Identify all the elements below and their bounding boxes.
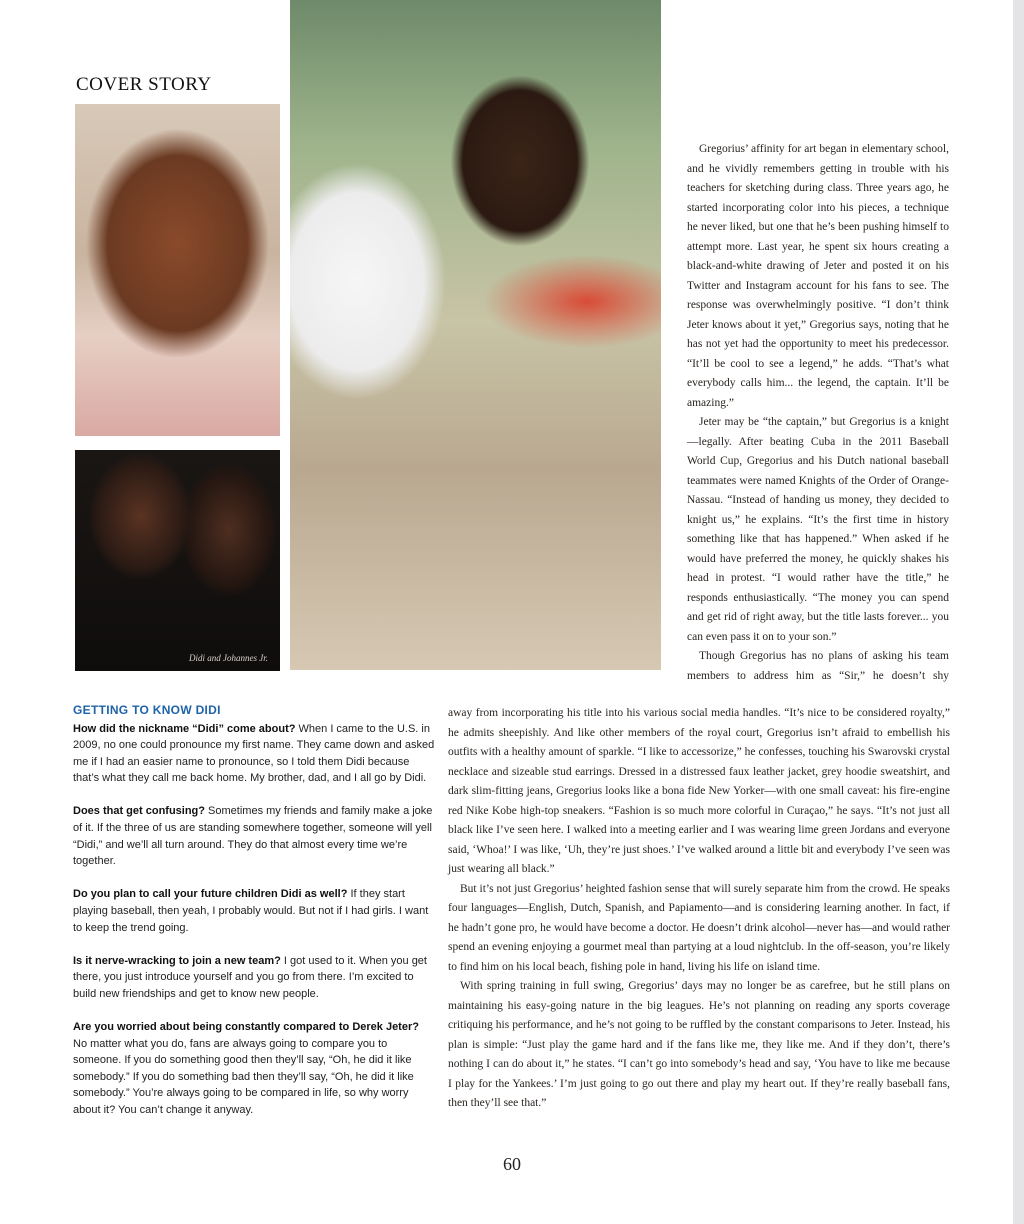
article-right-column bbox=[687, 140, 949, 686]
article-paragraph: But it’s not just Gregorius’ heighted fashion sense that will surely separate him from the crowd. He speaks four languages—English, Dutch, Spanish, and Papiamento—and is considering learning another. In fact, if he hadn’t gone pro, he would have become a doctor. He doesn’t drink alcohol—never has—and would rather spend an evening enjoying a gourmet meal than partying at a loud nightclub. In the off-season, you’re likely to find him on his local beach, fishing pole in hand, living his life on island time. bbox=[448, 882, 950, 973]
photo-caption: Didi and Johannes Jr. bbox=[189, 653, 268, 663]
sidebar-heading: GETTING TO KNOW DIDI bbox=[73, 703, 221, 717]
qa-answer: Sometimes my friends and family make a joke of it. If the three of us are standing somewhere together, someone will yell “Didi,” and we’ll all turn around. They do that almost every time we’re together. bbox=[73, 805, 433, 868]
child-portrait-photo bbox=[75, 104, 280, 436]
qa-question: Does that get confusing? bbox=[73, 805, 205, 818]
section-label: COVER STORY bbox=[76, 74, 212, 95]
qa-question: Do you plan to call your future children Didi as well? bbox=[73, 888, 348, 901]
article-paragraph: Though Gregorius has no plans of asking his team members to address him as “Sir,” he doesn’t shy bbox=[687, 650, 949, 682]
article-paragraph: Jeter may be “the captain,” but Gregorius is a knight—legally. After beating Cuba in the 2011 Baseball World Cup, Gregorius and his Dutch national baseball teammates were named Knights of the Order of Orange-Nassau. “Instead of handing us money, they decided to knight us,” he explains. “It’s the first time in history something like that has happened.” When asked if he would have preferred the money, he quickly shakes his head in protest. “I would rather have the title,” he responds enthusiastically. “The money you can spend and get rid of right away, but the title lasts forever... you can even pass it on to your son.” bbox=[687, 416, 949, 643]
qa-answer: I got used to it. When you get there, you just introduce yourself and you go from there. I’m excited to build new friendships and get to know new people. bbox=[73, 954, 427, 1000]
page-number bbox=[0, 1154, 1024, 1175]
page-edge-bar bbox=[1013, 0, 1024, 1224]
brothers-photo bbox=[75, 450, 280, 671]
qa-item bbox=[73, 721, 435, 787]
qa-answer: When I came to the U.S. in 2009, no one could pronounce my first name. They came down and asked me if I had an easier name to pronounce, so I told them Didi because that’s what they call me back home. My brother, dad, and I all go by Didi. bbox=[73, 722, 435, 785]
qa-answer: If they start playing baseball, then yeah, I probably would. But not if I had girls. I want to keep the trend going. bbox=[73, 888, 429, 934]
qa-question: How did the nickname “Didi” come about? bbox=[73, 722, 296, 735]
article-paragraph: With spring training in full swing, Gregorius’ days may no longer be as carefree, but he still plans on maintaining his easy-going nature in the big leagues. He’s not planning on reading any sports coverage critiquing his performance, and he’s not going to be ruffled by the constant comparisons to Jeter. Instead, his plan is simple: “Just play the game hard and if the fans like me, they like me. And if they don’t, there’s nothing I can do about it,” he states. “I can’t go into somebody’s head and say, ‘You have to like me because I play for the Yankees.’ I’m just going to go out there and play my heart out. If they’re really baseball fans, then they’ll see that.” bbox=[448, 980, 950, 1109]
main-portrait-photo bbox=[290, 0, 661, 670]
qa-question: Is it nerve-wracking to join a new team? bbox=[73, 954, 281, 967]
qa-item bbox=[73, 803, 435, 869]
article-paragraph: away from incorporating his title into his various social media handles. “It’s nice to be considered royalty,” he admits sheepishly. And like other members of the royal court, Gregorius isn’t afraid to embellish his outfits with a healthy amount of sparkle. “I like to accessorize,” he confesses, touching his Swarovski crystal necklace and sizeable stud earrings. Dressed in a distressed faux leather jacket, grey hoodie sweatshirt, and dark slim-fitting jeans, Gregorius looks like a bona fide New Yorker—with one small caveat: his fire-engine red Nike Kobe high-top sneakers. “Fashion is so much more colorful in Curaçao,” he says. “It’s not just all black like I’ve seen here. I walked into a meeting earlier and I was wearing lime green Jordans and everyone said, ‘Whoa!’ I was like, ‘Uh, they’re just shoes.’ I’ve walked around a little bit and everybody I’ve seen was just wearing all black.” bbox=[448, 707, 950, 875]
qa-question: Are you worried about being constantly compared to Derek Jeter? bbox=[73, 1020, 419, 1033]
article-wide-column bbox=[448, 704, 950, 1114]
qa-item bbox=[73, 1019, 435, 1119]
qa-item bbox=[73, 953, 435, 1003]
qa-answer: No matter what you do, fans are always going to compare you to someone. If you do something good then they’ll say, “Oh, he did it like somebody.” If you do something bad then they’ll say, “Oh, he did it like somebody.” You’re always going to be compared in life, so why worry about it? You can’t change it anyway. bbox=[73, 1037, 414, 1116]
page-number-text: 60 bbox=[503, 1154, 521, 1174]
qa-sidebar bbox=[73, 702, 435, 1135]
qa-item bbox=[73, 886, 435, 936]
article-paragraph: Gregorius’ affinity for art began in elementary school, and he vividly remembers getting in trouble with his teachers for sketching during class. Three years ago, he started incorporating color into his pieces, a technique he never liked, but one that he’s been pushing himself to attempt more. Last year, he spent six hours creating a black-and-white drawing of Jeter and posted it on his Twitter and Instagram account for his fans to see. The response was overwhelmingly positive. “I don’t think Jeter knows about it yet,” Gregorius says, noting that he has not yet had the opportunity to meet his predecessor. “It’ll be cool to see a legend,” he adds. “That’s what everybody calls him... the legend, the captain. It’ll be amazing.” bbox=[687, 143, 949, 409]
